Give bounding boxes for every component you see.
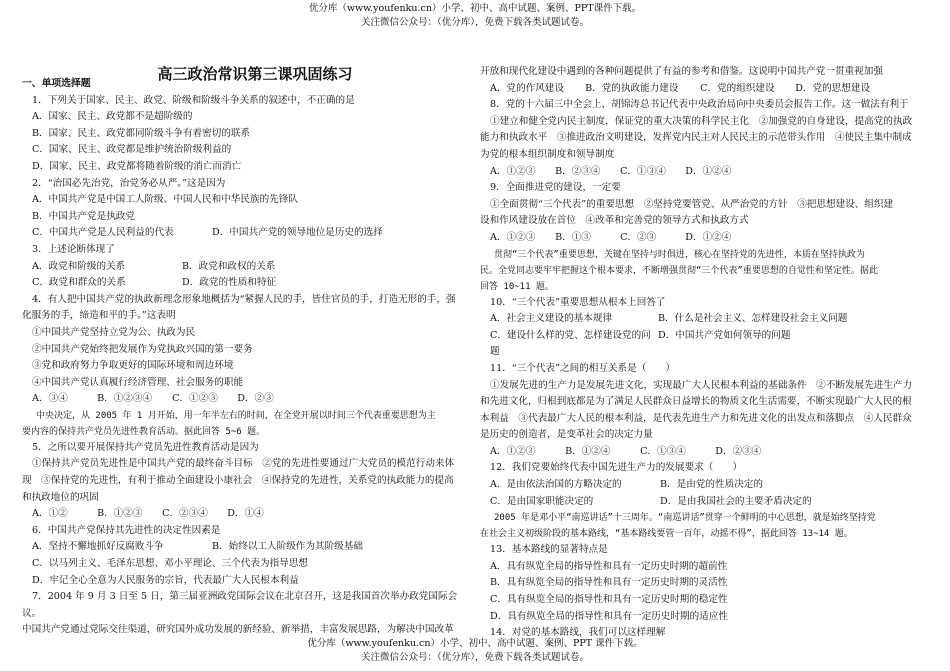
q12-options-ab [480,477,928,494]
question-11: 11．“三个代表”之间的相互关系是（ ） [490,362,676,374]
question-7-end: 开放和现代化建设中遇到的各种问题提供了有益的参考和借鉴。这说明中国共产党一贯重视加强 [480,66,883,77]
question-5: 5．之所以要开展保持共产党员先进性教育活动是因为 [32,441,259,453]
q13-option-a: A．具有纵览全局的指导性和具有一定历史时期的超前性 [490,560,728,572]
header-line-1: 优分库（www.youfenku.cn）小学、初中、高中试题、案例、PPT课件下载。 [308,3,642,14]
q9-options [480,230,928,247]
q5-options [22,506,472,523]
q2-option-d: D．中国共产党的领导地位是历史的选择 [212,227,383,239]
q9-option-c: C．②③ [620,231,657,243]
q11-option-a: A．①②③ [490,445,536,457]
q11-option-b: B．①②④ [565,445,611,457]
q9-option-a: A．①②③ [490,231,536,243]
q6-option-c: C．以马列主义、毛泽东思想、邓小平理论、三个代表为指导思想 [32,558,308,570]
q6-option-a: A．坚持不懈地抓好反腐败斗争 [32,541,164,553]
q12-option-b: B．是由党的性质决定的 [660,479,763,491]
q11-options [480,444,928,461]
question-1: 1．下列关于国家、民主、政党、阶级和阶级斗争关系的叙述中，不正确的是 [32,94,355,106]
q4-item-4: ④中国共产党认真履行经济管理、社会服务的职能 [32,376,244,388]
q8-option-d: D．①②④ [685,165,732,177]
q10-option-a: A．社会主义建设的基本规律 [490,313,613,325]
q11-line-4: 是历史的创造者，是变革社会的决定力量 [480,429,653,441]
q12-options-cd [480,494,928,511]
q10-option-b: B．什么是社会主义、怎样建设社会主义问题 [658,313,848,325]
page-header [0,2,950,30]
q12-option-d: D．是由我国社会的主要矛盾决定的 [660,495,812,507]
question-10: 10．“三个代表”重要思想从根本上回答了 [490,296,666,308]
q3-option-d: D．政党的性质和特征 [182,277,277,289]
q12-option-a: A．是由依法治国的方略决定的 [490,479,622,491]
q7-option-d: D．党的思想建设 [795,82,871,94]
question-7-cont: 中国共产党通过党际交往渠道，研究国外成功发展的新经验、新举措，丰富发展思路，为解决中国改革 [22,624,454,636]
q11-option-d: D．②③④ [715,445,762,457]
q5-option-c: C．②③④ [162,508,208,520]
material-1-line-2: 要内容的保持共产党员先进性教育活动。据此回答 5~6 题。 [22,426,266,437]
q2-options-cd [22,225,472,242]
q5-option-d: D．①④ [227,508,264,520]
q3-option-c: C．政党和群众的关系 [32,277,126,289]
section-heading: 一、单项选择题 [22,78,91,89]
page-footer [0,637,950,665]
q11-line-2: 和先进文化，归根到底都是为了满足人民群众日益增长的物质文化生活需要，不断实现最广大人民的根 [480,396,912,408]
q10-options-cd [480,328,928,361]
q13-option-d: D．具有纵览全局的指导性和具有一定历史时期的适应性 [490,610,728,622]
q8-options [480,164,928,181]
q4-item-1: ①中国共产党坚持立党为公、执政为民 [32,326,196,338]
q4-options [22,391,472,408]
question-14: 14．对党的基本路线，我们可以这样理解 [490,627,666,639]
q6-option-b: B．始终以工人阶级作为其阶级基础 [212,541,363,553]
document-title: 高三政治常识第三课巩固练习 [157,65,353,83]
q2-option-c: C．中国共产党是人民利益的代表 [32,227,174,239]
q13-option-b: B．具有纵览全局的指导性和具有一定历史时期的灵活性 [490,577,728,589]
q7-option-b: B．党的执政能力建设 [585,82,679,94]
q8-option-b: B．②③④ [555,165,601,177]
q5-option-b: B．①②③ [97,508,143,520]
q3-option-a: A．政党和阶级的关系 [32,260,126,272]
right-column [480,64,928,642]
q8-line-1: ①建立和健全党内民主制度，保证党的重大决策的科学民主化 ②加强党的自身建设，提高党的执政 [490,115,913,127]
q3-options-ab [22,259,472,276]
question-8: 8．党的十六届三中全会上，胡锦涛总书记代表中央政治局向中央委员会报告工作。这一做法有利于 [490,99,909,111]
question-6: 6．中国共产党保持其先进性的决定性因素是 [32,524,221,536]
question-13: 13．基本路线的显著特点是 [490,544,608,556]
q7-option-a: A．党的作风建设 [490,82,565,94]
q4-option-b: B．①②③④ [97,393,153,405]
q9-option-d: D．①②④ [685,231,732,243]
q9-line-2: 设和作风建设放在首位 ④改革和完善党的领导方式和执政方式 [480,215,749,227]
material-3-line-2: 在社会主义初级阶段的基本路线，“基本路线要管一百年，动摇不得”，据此回答 13~14 题。 [480,529,853,540]
q10-option-c: C．建设什么样的党、怎样建设党的问题 [490,329,651,358]
q7-options [480,81,928,98]
q9-line-1: ①全面贯彻“三个代表”的重要思想 ②坚持党要管党、从严治党的方针 ③把思想建设、组织建 [490,198,894,210]
q10-options-ab [480,311,928,328]
q4-item-2: ②中国共产党始终把发展作为党执政兴国的第一要务 [32,343,253,355]
q3-options-cd [22,275,472,292]
footer-line-2: 关注微信公众号：（优分库），免费下载各类试题试卷。 [360,652,589,663]
q6-option-d: D．牢记全心全意为人民服务的宗旨，代表最广大人民根本利益 [32,574,299,586]
q8-option-a: A．①②③ [490,165,536,177]
q1-option-c: C．国家、民主、政党都是维护统治阶级利益的 [32,144,232,156]
question-9: 9．全面推进党的建设，一定要 [490,182,621,194]
q8-line-3: 为党的根本组织制度和领导制度 [480,148,615,160]
q2-option-b: B．中国共产党是执政党 [32,210,135,222]
q13-option-c: C．具有纵览全局的指导性和具有一定历史时期的稳定性 [490,594,728,606]
material-2-line-2: 民。全党同志要牢牢把握这个根本要求，不断增强贯彻“三个代表”重要思想的自觉性和坚定性。据此 [480,265,878,276]
q6-options-ab [22,539,472,556]
q5-line-1: ①保持共产党员先进性是中国共产党的最终奋斗目标 ②党的先进性要通过广大党员的模范行动来体 [32,458,455,470]
q2-option-a: A．中国共产党是中国工人阶级、中国人民和中华民族的先锋队 [32,194,298,206]
material-1-line-1: 中央决定，从 2005 年 1 月开始，用一年半左右的时间，在全党开展以时间三个代表重要思想为主 [36,410,436,421]
q10-option-d: D．中国共产党如何领导的问题 [658,329,791,341]
q4-item-3: ③党和政府努力争取更好的国际环境和周边环境 [32,360,234,372]
question-12: 12．我们党要始终代表中国先进生产力的发展要求（ ） [490,462,743,474]
q5-option-a: A．①② [32,508,68,520]
q4-option-c: C．①②③ [172,393,218,405]
q1-option-a: A．国家、民主、政党都不是超阶级的 [32,111,193,123]
q8-line-2: 能力和执政水平 ③推进政治文明建设，发挥党内民主对人民民主的示范带头作用 ④使民主集中制成 [480,132,912,144]
question-4-cont: 化服务的手，缔造和平的手。”这表明 [22,310,176,322]
q5-line-3: 和执政地位的巩固 [22,491,99,503]
q5-line-2: 现 ③保持党的先进性，有利于推动全面建设小康社会 ④保持党的先进性，关系党的执政能力的提高 [22,475,454,487]
q12-option-c: C．是由国家职能决定的 [490,495,594,507]
q11-option-c: C．①③④ [640,445,686,457]
question-2: 2．“治国必先治党，治党务必从严。”这是因为 [32,177,226,189]
question-7: 7．2004 年 9 月 3 日至 5 日，第三届亚洲政党国际会议在北京召开，这是我国首次举办政党国际会议。 [22,591,458,619]
q1-option-b: B．国家、民主、政党都同阶级斗争有着密切的联系 [32,127,251,139]
q4-option-a: A．③④ [32,393,68,405]
q3-option-b: B．政党和政权的关系 [182,260,276,272]
q11-line-1: ①发展先进的生产力是发展先进文化，实现最广大人民根本利益的基础条件 ②不断发展先进生产力 [490,379,913,391]
question-4: 4．有人把中国共产党的执政新理念形象地概括为“紧握人民的手，皆住官员的手，打造无形的手，强 [32,293,456,305]
q8-option-c: C．①③④ [620,165,666,177]
q4-option-d: D．②③ [237,393,274,405]
question-3: 3．上述论断体现了 [32,243,115,255]
left-column [22,62,472,639]
material-2-line-3: 回答 10~11 题。 [480,281,554,292]
footer-line-1: 优分库（www.youfenku.cn）小学、初中、高中试题、案例、PPT 课件下载。 [307,638,643,649]
header-line-2: 关注微信公众号：（优分库），免费下载各类试题试卷。 [360,17,589,28]
q7-option-c: C．党的组织建设 [700,82,775,94]
material-2-line-1: 贯彻“三个代表”重要思想，关键在坚持与时俱进，核心在坚持党的先进性，本质在坚持执政为 [494,249,865,260]
q11-line-3: 本利益 ③代表最广大人民的根本利益，是代表先进生产力和先进文化的出发点和落脚点 ④人民群众 [480,412,912,424]
material-3-line-1: 2005 年是邓小平“南巡讲话”十三周年。“南巡讲话”贯穿一个鲜明的中心思想，就是始终坚持党 [494,513,876,524]
q1-option-d: D．国家、民主、政党都将随着阶级的消亡而消亡 [32,160,242,172]
q9-option-b: B．①③ [555,231,591,243]
